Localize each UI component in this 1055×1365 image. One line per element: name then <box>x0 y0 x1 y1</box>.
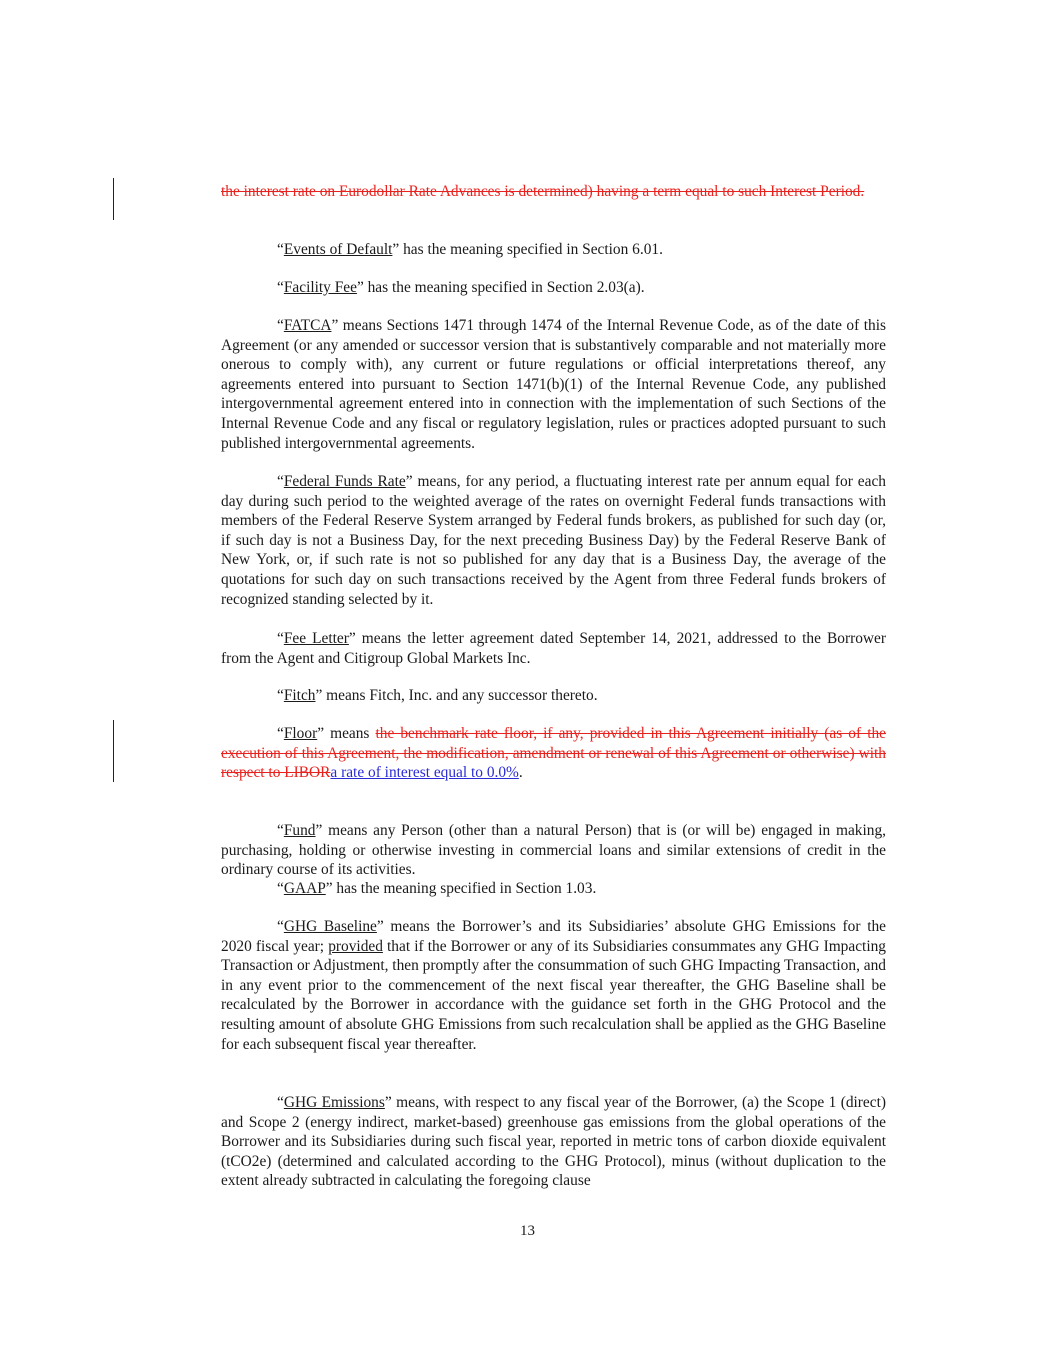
change-bar <box>113 178 114 220</box>
definition-floor: “Floor” means the benchmark rate floor, if any, provided in this Agreement initially (as of the execution of this Agreement, the modification, amendment or renewal of this Agreement or otherwise) with respect to LIBORa rate of interest equal to 0.0%. <box>221 725 886 782</box>
definition-text: ” has the meaning specified in Section 6.01. <box>392 241 663 258</box>
deleted-text: the benchmark rate floor, if any, provided in this Agreement initially (as of the execution of this Agreement, the modification, amendment or renewal of this Agreement or otherwise) with respect to LIBOR <box>221 725 886 782</box>
definition-text: ” means, for any period, a fluctuating interest rate per annum equal for each day during such period to the weighted average of the rates on overnight Federal funds transactions with members of the Federal Reserve System arranged by Federal funds brokers, as published for such day (or, if such day is not a Business Day, for the next preceding Business Day) by the Federal Reserve Bank of New York, or, if such rate is not so published for any day that is a Business Day, the average of the quotations for such day on such transactions received by the Agent from three Federal funds brokers of recognized standing selected by it. <box>221 473 886 608</box>
definition-events-of-default: “Events of Default” has the meaning specified in Section 6.01. <box>277 241 663 258</box>
defined-term: Facility Fee <box>283 279 357 296</box>
defined-term: Fund <box>283 822 316 839</box>
definition-text: ” has the meaning specified in Section 1.03. <box>325 880 597 897</box>
defined-term: Fitch <box>283 687 316 704</box>
page-number: 13 <box>520 1223 535 1239</box>
definition-ghg-emissions: “GHG Emissions” means, with respect to any fiscal year of the Borrower, (a) the Scope 1 (direct) and Scope 2 (energy indirect, market-based) greenhouse gas emissions from the global operations of the Borrower and its Subsidiaries during such fiscal year, reported in metric tons of carbon dioxide equivalent (tCO2e) (determined and calculated according to the GHG Protocol), minus (without duplication to the extent already subtracted in calculating the foregoing clause <box>221 1094 886 1190</box>
change-bar <box>113 720 114 782</box>
definition-text: . <box>518 764 523 782</box>
defined-term: Fee Letter <box>283 630 349 647</box>
defined-term: Floor <box>283 725 318 742</box>
definition-gaap: “GAAP” has the meaning specified in Section 1.03. <box>277 880 597 897</box>
definition-text: ” means Sections 1471 through 1474 of the Internal Revenue Code, as of the date of this Agreement (or any amended or successor version that is substantively comparable and not materially more onerous to comply with), any current or future regulations or official interpretations thereof, any agreements entered into pursuant to Section 1471(b)(1) of the Internal Revenue Code, any published intergovernmental agreement entered into in connection with the implementation of such Sections of the Internal Revenue Code and any fiscal or regulatory legislation, rules or practices adopted pursuant to such published intergovernmental agreements. <box>221 317 886 452</box>
definition-fitch: “Fitch” means Fitch, Inc. and any successor thereto. <box>277 687 598 704</box>
definition-fee-letter: “Fee Letter” means the letter agreement dated September 14, 2021, addressed to the Borrower from the Agent and Citigroup Global Markets Inc. <box>221 630 886 667</box>
definition-text: ” means Fitch, Inc. and any successor thereto. <box>315 687 598 704</box>
definition-text: ” means, with respect to any fiscal year of the Borrower, (a) the Scope 1 (direct) and Scope 2 (energy indirect, market-based) greenhouse gas emissions from the global operations of the Borrower and its Subsidiaries during such fiscal year, reported in metric tons of carbon dioxide equivalent (tCO2e) (determined and calculated according to the GHG Protocol), minus (without duplication to the extent already subtracted in calculating the foregoing clause <box>221 1094 886 1190</box>
defined-term: Events of Default <box>283 241 393 258</box>
definition-text: ” has the meaning specified in Section 2.03(a). <box>356 279 645 296</box>
definition-text: that if the Borrower or any of its Subsidiaries consummates any GHG Impacting Transaction or Adjustment, then promptly after the consummation of such GHG Impacting Transaction, and in any event prior to the commencement of the next fiscal year thereafter, the GHG Baseline shall be recalculated by the Borrower in accordance with the guidance set forth in the GHG Protocol and the resulting amount of absolute GHG Emissions from such recalculation shall be applied as the GHG Baseline for each subsequent fiscal year thereafter. <box>221 937 886 1053</box>
definition-ghg-baseline: “GHG Baseline” means the Borrower’s and its Subsidiaries’ absolute GHG Emissions for the 2020 fiscal year; provided that if the Borrower or any of its Subsidiaries consummates any GHG Impacting Transaction or Adjustment, then promptly after the consummation of such GHG Impacting Transaction, and in any event prior to the commencement of the next fiscal year thereafter, the GHG Baseline shall be recalculated by the Borrower in accordance with the guidance set forth in the GHG Protocol and the resulting amount of absolute GHG Emissions from such recalculation shall be applied as the GHG Baseline for each subsequent fiscal year thereafter. <box>221 918 886 1053</box>
definition-text: ” means <box>317 725 376 742</box>
definition-fund: “Fund” means any Person (other than a natural Person) that is (or will be) engaged in making, purchasing, holding or otherwise investing in commercial loans and similar extensions of credit in the ordinary course of its activities. <box>221 822 886 879</box>
inserted-text: a rate of interest equal to 0.0% <box>330 764 519 782</box>
definition-text: ” means the letter agreement dated September 14, 2021, addressed to the Borrower from the Agent and Citigroup Global Markets Inc. <box>221 630 886 667</box>
defined-term: GAAP <box>283 880 326 897</box>
definition-fatca: “FATCA” means Sections 1471 through 1474 of the Internal Revenue Code, as of the date of this Agreement (or any amended or successor version that is substantively comparable and not materially more onerous to comply with), any current or future regulations or official interpretations thereof, any agreements entered into pursuant to Section 1471(b)(1) of the Internal Revenue Code, any published intergovernmental agreement entered into in connection with the implementation of such Sections of the Internal Revenue Code and any fiscal or regulatory legislation, rules or practices adopted pursuant to such published intergovernmental agreements. <box>221 317 886 452</box>
defined-term: FATCA <box>283 317 332 334</box>
defined-term: GHG Baseline <box>283 918 377 935</box>
paragraph-continuation <box>221 182 886 202</box>
defined-term: GHG Emissions <box>283 1094 385 1111</box>
definition-text: ” means any Person (other than a natural Person) that is (or will be) engaged in making, purchasing, holding or otherwise investing in commercial loans and similar extensions of credit in the ordinary course of its activities. <box>221 822 886 879</box>
defined-term: Federal Funds Rate <box>283 473 406 490</box>
definition-text: ” means the Borrower’s and its Subsidiaries’ absolute GHG Emissions for the 2020 fiscal year; <box>221 918 886 955</box>
definition-federal-funds-rate: “Federal Funds Rate” means, for any period, a fluctuating interest rate per annum equal for each day during such period to the weighted average of the rates on overnight Federal funds transactions with members of the Federal Reserve System arranged by Federal funds brokers, as published for such day (or, if such day is not a Business Day, for the next preceding Business Day) by the Federal Reserve Bank of New York, or, if such rate is not so published for any day that is a Business Day, the average of the quotations for such day on such transactions received by the Agent from three Federal funds brokers of recognized standing selected by it. <box>221 473 886 608</box>
proviso-term: provided <box>328 937 383 955</box>
definition-facility-fee: “Facility Fee” has the meaning specified in Section 2.03(a). <box>277 279 645 296</box>
deleted-text: the interest rate on Eurodollar Rate Advances is determined) having a term equal to such Interest Period. <box>221 183 865 200</box>
